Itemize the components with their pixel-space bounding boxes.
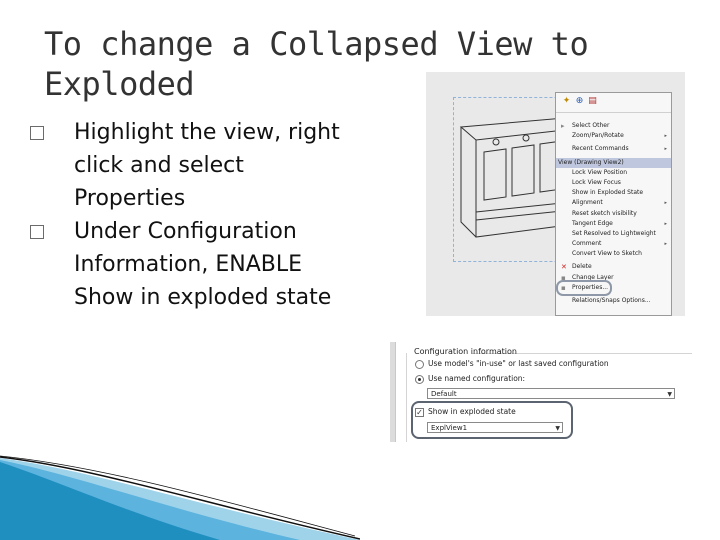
named-config-select[interactable] xyxy=(427,388,675,399)
bullet-item xyxy=(30,116,360,215)
properties-highlight-ring xyxy=(556,280,612,296)
context-menu-item-label: Reset sketch visibility xyxy=(572,209,637,217)
chevron-down-icon: ▼ xyxy=(555,425,560,432)
radio-named-row[interactable] xyxy=(415,373,525,385)
context-menu-item[interactable] xyxy=(556,168,671,178)
submenu-arrow-icon: ▸ xyxy=(664,200,667,207)
radio-in-use-label: Use model's "in-use" or last saved configuration xyxy=(428,359,609,368)
decorative-swoosh xyxy=(0,448,360,540)
context-menu-item-label: Set Resolved to Lightweight xyxy=(572,229,656,237)
radio-named-label: Use named configuration: xyxy=(428,374,526,383)
context-menu-item-label: Alignment xyxy=(572,199,603,207)
context-menu-item-label: Properties... xyxy=(572,283,609,291)
show-exploded-checkbox[interactable]: ✓ xyxy=(416,407,423,417)
exploded-state-highlight-ring xyxy=(411,401,573,439)
context-menu-screenshot xyxy=(426,72,685,316)
select-other-icon: ▸ xyxy=(561,122,565,130)
submenu-arrow-icon: ▸ xyxy=(664,146,667,153)
bullet-list xyxy=(30,116,360,314)
radio-named-config[interactable] xyxy=(415,375,424,384)
configuration-panel-screenshot xyxy=(390,342,698,442)
context-menu-item-label: Recent Commands xyxy=(572,145,629,153)
context-menu-item[interactable] xyxy=(556,229,671,239)
context-toolbar xyxy=(556,93,671,113)
context-menu-item[interactable] xyxy=(556,219,671,229)
submenu-arrow-icon: ▸ xyxy=(664,241,667,248)
context-menu-item-label: Zoom/Pan/Rotate xyxy=(572,132,624,140)
delete-icon: ✕ xyxy=(561,263,567,272)
context-menu-item[interactable] xyxy=(556,198,671,208)
exploded-view-value: ExplView1 xyxy=(431,424,468,432)
context-menu-item-label: Lock View Position xyxy=(572,168,628,176)
context-menu-item[interactable] xyxy=(556,249,671,259)
context-menu-item[interactable] xyxy=(556,239,671,249)
context-menu-item-label: Lock View Focus xyxy=(572,178,621,186)
context-menu-item[interactable] xyxy=(556,121,671,131)
bullet-text: Highlight the view, right click and select Properties xyxy=(74,120,340,211)
radio-in-use-row[interactable] xyxy=(415,358,609,370)
context-menu-item[interactable] xyxy=(556,209,671,219)
context-menu-item[interactable] xyxy=(556,131,671,141)
context-menu-item[interactable] xyxy=(556,178,671,188)
context-menu-item-label: Show in Exploded State xyxy=(572,189,644,197)
bullet-box-icon xyxy=(30,126,44,140)
submenu-arrow-icon: ▸ xyxy=(664,133,667,140)
context-menu-item-label: Delete xyxy=(572,263,592,271)
context-menu-item[interactable] xyxy=(556,296,671,306)
context-menu-item[interactable] xyxy=(556,262,671,272)
radio-in-use[interactable] xyxy=(415,360,424,369)
context-menu-item-label: Convert View to Sketch xyxy=(572,250,642,258)
show-exploded-label: Show in exploded state xyxy=(428,407,516,416)
chevron-down-icon: ▼ xyxy=(667,391,672,398)
properties-icon: ▪ xyxy=(561,283,566,292)
context-menu-item-label: Tangent Edge xyxy=(572,219,613,227)
context-menu-header xyxy=(556,158,671,168)
context-menu-item-label: Change Layer xyxy=(572,273,614,281)
named-config-value: Default xyxy=(431,390,457,398)
context-menu-list xyxy=(556,121,671,306)
submenu-arrow-icon: ▸ xyxy=(664,220,667,227)
slide-title: To change a Collapsed View to Exploded xyxy=(44,25,589,103)
context-menu-item[interactable] xyxy=(556,144,671,154)
bullet-text: Under Configuration Information, ENABLE Show in exploded state xyxy=(74,219,332,310)
sketch-tool-icon[interactable]: ▤ xyxy=(588,96,597,106)
panel-edge xyxy=(390,342,396,442)
context-menu-item-label: View (Drawing View2) xyxy=(558,158,624,166)
zoom-tool-icon[interactable]: ⊕ xyxy=(575,96,584,106)
bullet-item xyxy=(30,215,360,314)
config-panel-heading: Configuration information xyxy=(414,347,517,356)
context-menu-item[interactable] xyxy=(556,188,671,198)
bullet-box-icon xyxy=(30,225,44,239)
select-tool-icon[interactable]: ✦ xyxy=(562,96,571,106)
layer-icon: ▪ xyxy=(561,273,566,282)
context-menu-item-label: Comment xyxy=(572,240,602,248)
panel-frame xyxy=(406,353,407,442)
context-menu-item-label: Select Other xyxy=(572,122,610,129)
context-menu-item-label: Relations/Snaps Options... xyxy=(572,297,651,304)
